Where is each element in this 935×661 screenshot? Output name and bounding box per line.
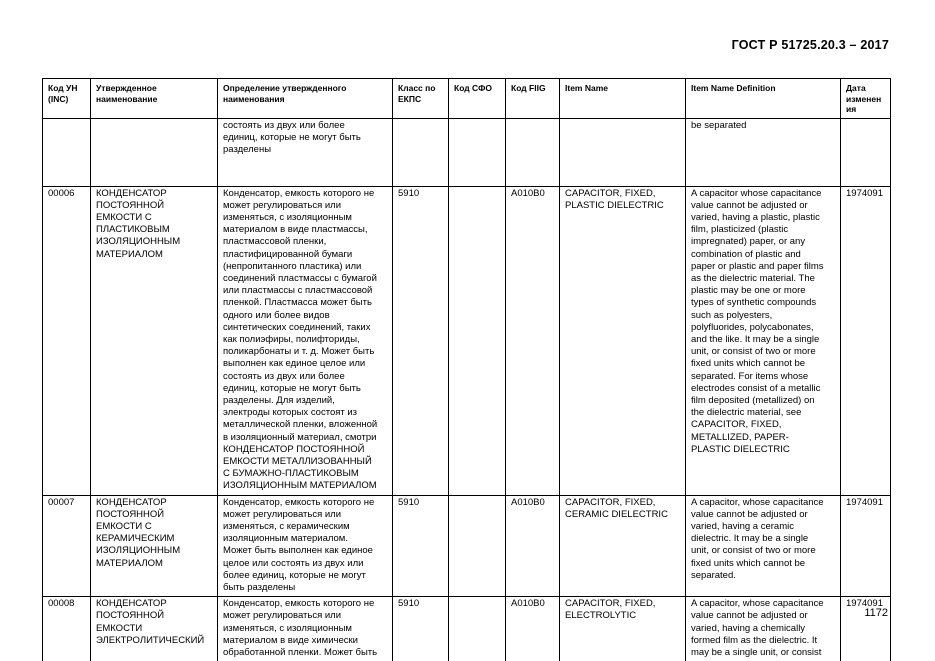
cell-definition: Конденсатор, емкость которого не может регулироваться или изменяться, с изоляционным материалом в виде пластмассы, пластмассовой пленки, пластифицированной бумаги (непропитанного пластика) или соединений пластмассы с бумагой или пластмассы с пластмассовой пленкой. Пластмасса может быть одного или более видов синтетических соединений, таких как полиэфиры, полифториды, поликарбонаты и т. д. Может быть выполнен как единое целое или состоять из двух или более единиц, которые не могут быть разделены. Для изделий, электроды которых состоят из металлической пленки, вложенной в изоляционный материал, смотри КОНДЕНСАТОР ПОСТОЯННОЙ ЕМКОСТИ МЕТАЛЛИЗОВАННЫЙ С БУМАЖНО-ПЛАСТИКОВЫМ ИЗОЛЯЦИОННЫМ МАТЕРИАЛОМ xyxy=(218,186,393,495)
column-header-definition: Определение утвержденного наименования xyxy=(218,79,393,119)
cell-approved-name: КОНДЕНСАТОР ПОСТОЯННОЙ ЕМКОСТИ С КЕРАМИЧЕСКИМ ИЗОЛЯЦИОННЫМ МАТЕРИАЛОМ xyxy=(91,495,218,597)
cell-item-name xyxy=(560,118,686,186)
column-header-item-name-definition: Item Name Definition xyxy=(686,79,841,119)
cell-inc xyxy=(43,118,91,186)
column-header-fiig-code: Код FIIG xyxy=(506,79,560,119)
cell-change-date xyxy=(841,118,891,186)
column-header-inc: Код УН (INC) xyxy=(43,79,91,119)
cell-item-name: CAPACITOR, FIXED, ELECTROLYTIC xyxy=(560,597,686,661)
column-header-sfo-code: Код СФО xyxy=(449,79,506,119)
table-header-row xyxy=(43,79,891,119)
cell-change-date: 1974091 xyxy=(841,495,891,597)
table-row xyxy=(43,597,891,661)
cell-item-name-definition: A capacitor whose capacitance value cannot be adjusted or varied, having a plastic, plastic film, plasticized (plastic impregnated) paper, or any combination of plastic and paper or plastic and paper films as the dielectric material. The plastic may be one or more types of synthetic compounds such as polyesters, polyfluorides, polycabonates, and the like. It may be a single unit, or consist of two or more fixed units which cannot be separated. For items whose electrodes consist of a metallic film deposited (metallized) on the dielectric material, see CAPACITOR, FIXED, METALLIZED, PAPER- PLASTIC DIELECTRIC xyxy=(686,186,841,495)
cell-fiig-code xyxy=(506,118,560,186)
cell-item-name-definition: A capacitor, whose capacitance value cannot be adjusted or varied, having a chemically formed film as the dielectric. It may be a single unit, or consist xyxy=(686,597,841,661)
cell-fiig-code: A010B0 xyxy=(506,597,560,661)
cell-inc: 00006 xyxy=(43,186,91,495)
cell-sfo-code xyxy=(449,186,506,495)
cell-ekps-class: 5910 xyxy=(393,597,449,661)
table-row xyxy=(43,118,891,186)
cell-ekps-class: 5910 xyxy=(393,186,449,495)
column-header-item-name: Item Name xyxy=(560,79,686,119)
cell-definition: Конденсатор, емкость которого не может регулироваться или изменяться, с керамическим изоляционным материалом. Может быть выполнен как единое целое или состоять из двух или более единиц, которые не могут быть разделены xyxy=(218,495,393,597)
table-row xyxy=(43,495,891,597)
cell-sfo-code xyxy=(449,495,506,597)
cell-inc: 00007 xyxy=(43,495,91,597)
cell-fiig-code: A010B0 xyxy=(506,495,560,597)
cell-inc: 00008 xyxy=(43,597,91,661)
cell-sfo-code xyxy=(449,118,506,186)
cell-fiig-code: A010B0 xyxy=(506,186,560,495)
column-header-ekps-class: Класс по ЕКПС xyxy=(393,79,449,119)
cell-ekps-class: 5910 xyxy=(393,495,449,597)
cell-sfo-code xyxy=(449,597,506,661)
nomenclature-table xyxy=(42,78,891,661)
page-number: 1172 xyxy=(864,607,888,619)
cell-approved-name xyxy=(91,118,218,186)
cell-item-name-definition: A capacitor, whose capacitance value cannot be adjusted or varied, having a ceramic dielectric. It may be a single unit, or consist of two or more fixed units which cannot be separated. xyxy=(686,495,841,597)
cell-definition: состоять из двух или более единиц, которые не могут быть разделены xyxy=(218,118,393,186)
table-row xyxy=(43,186,891,495)
column-header-approved-name: Утвержденное наименование xyxy=(91,79,218,119)
cell-change-date: 1974091 xyxy=(841,597,891,661)
cell-item-name: CAPACITOR, FIXED, CERAMIC DIELECTRIC xyxy=(560,495,686,597)
cell-change-date: 1974091 xyxy=(841,186,891,495)
cell-definition: Конденсатор, емкость которого не может регулироваться или изменяться, с изоляционным материалом в виде химически обработанной пленки. Может быть xyxy=(218,597,393,661)
cell-approved-name: КОНДЕНСАТОР ПОСТОЯННОЙ ЕМКОСТИ ЭЛЕКТРОЛИТИЧЕСКИЙ xyxy=(91,597,218,661)
cell-item-name-definition: be separated xyxy=(686,118,841,186)
column-header-change-date: Дата изменения xyxy=(841,79,891,119)
cell-item-name: CAPACITOR, FIXED, PLASTIC DIELECTRIC xyxy=(560,186,686,495)
cell-ekps-class xyxy=(393,118,449,186)
document-standard-number: ГОСТ Р 51725.20.3 – 2017 xyxy=(731,38,889,52)
cell-approved-name: КОНДЕНСАТОР ПОСТОЯННОЙ ЕМКОСТИ С ПЛАСТИКОВЫМ ИЗОЛЯЦИОННЫМ МАТЕРИАЛОМ xyxy=(91,186,218,495)
